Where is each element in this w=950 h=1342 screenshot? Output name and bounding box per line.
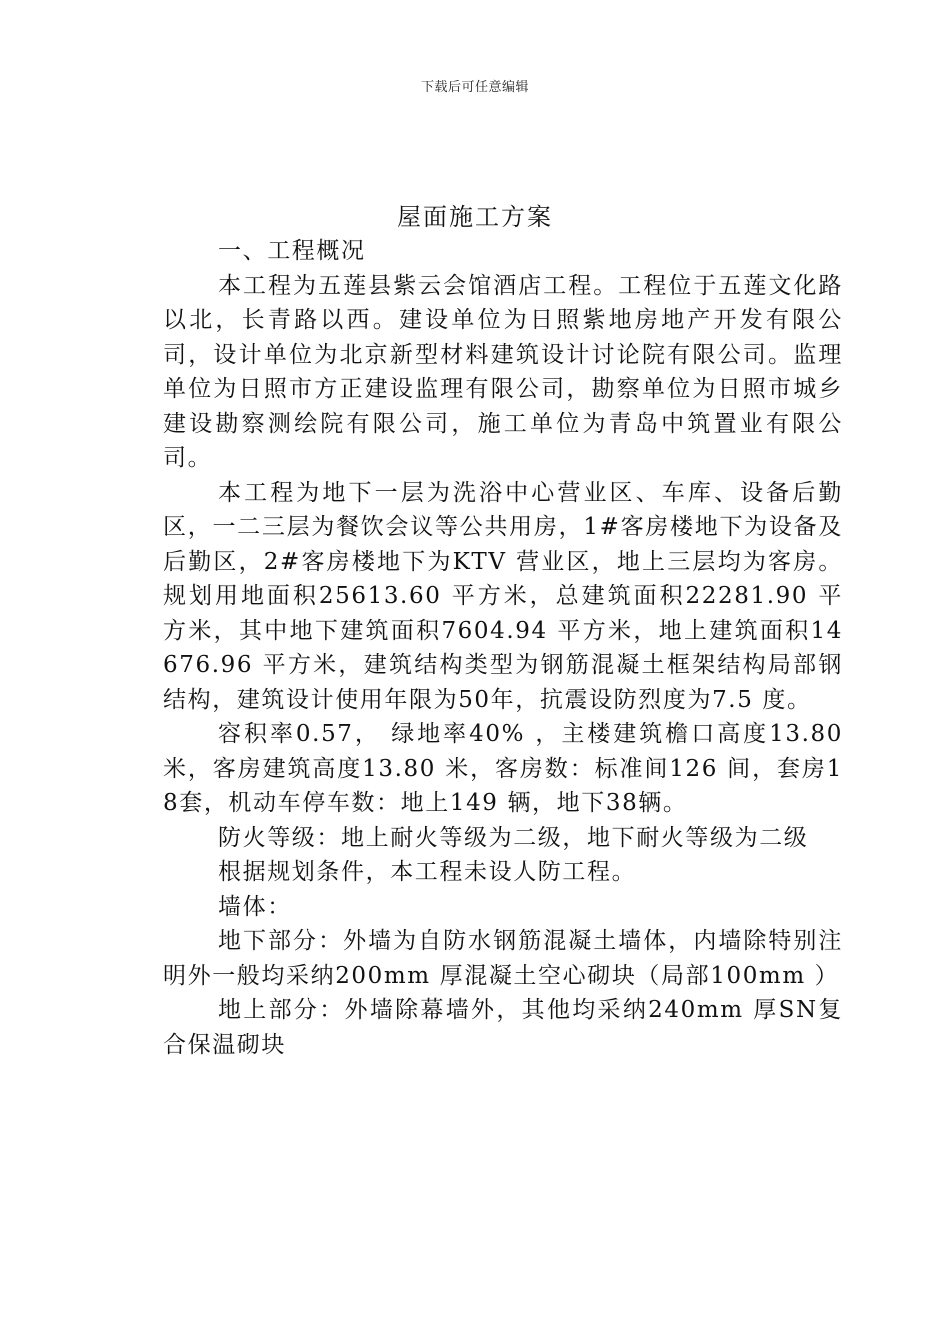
paragraph: 墙体：: [218, 893, 292, 920]
paragraph: 地上部分：外墙除幕墙外，其他均采纳240mm 厚SN复合保温砌块: [163, 997, 843, 1058]
section-heading: 一、工程概况: [218, 238, 366, 264]
paragraph: 防火等级：地上耐火等级为二级，地下耐火等级为二级: [218, 824, 809, 851]
document-body: [163, 234, 843, 1062]
paragraph: 容积率0.57， 绿地率40% ，主楼建筑檐口高度13.80 米，客房建筑高度13.80 米，客房数：标准间126 间，套房18套，机动车停车数：地上149 辆，地下38辆。: [163, 721, 843, 816]
paragraph: 本工程为地下一层为洗浴中心营业区、车库、设备后勤区，一二三层为餐饮会议等公共用房，1#客房楼地下为设备及后勤区，2#客房楼地下为KTV 营业区，地上三层均为客房。规划用地面积25613.60 平方米，总建筑面积22281.90 平方米，其中地下建筑面积7604.94 平方米，地上建筑面积14676.96 平方米，建筑结构类型为钢筋混凝土框架结构局部钢结构，建筑设计使用年限为50年，抗震设防烈度为7.5 度。: [163, 479, 843, 713]
document-title: 屋面施工方案: [397, 203, 553, 231]
paragraph: 根据规划条件，本工程未设人防工程。: [218, 859, 637, 885]
header-note: 下载后可任意编辑: [420, 80, 529, 95]
paragraph: 本工程为五莲县紫云会馆酒店工程。工程位于五莲文化路以北，长青路以西。建设单位为日照紫地房地产开发有限公司，设计单位为北京新型材料建筑设计讨论院有限公司。监理单位为日照市方正建设监理有限公司，勘察单位为日照市城乡建设勘察测绘院有限公司，施工单位为青岛中筑置业有限公司。: [163, 272, 843, 471]
paragraph: 地下部分：外墙为自防水钢筋混凝土墙体，内墙除特别注明外一般均采纳200mm 厚混凝土空心砌块（局部100mm ）: [163, 928, 843, 989]
